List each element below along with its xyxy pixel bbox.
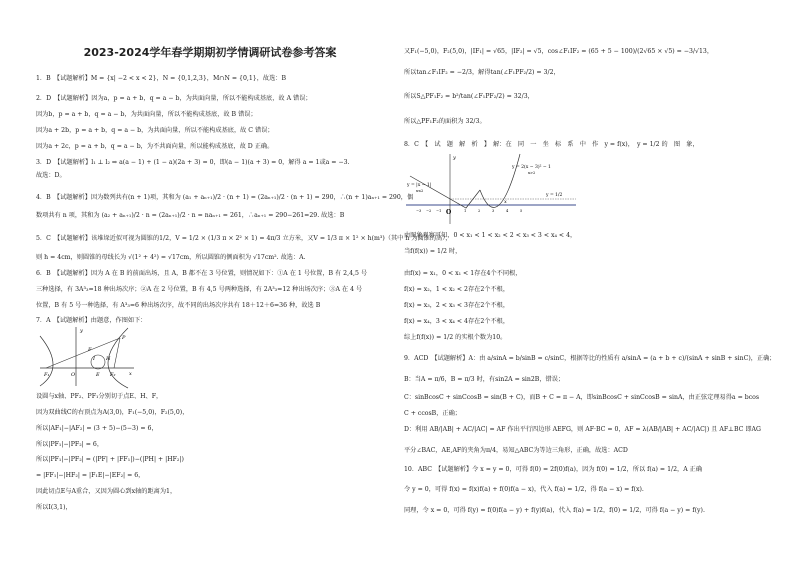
text-line: 因为a + 2c，p = a + b，q = a − b，为不共面向量，所以能构成基底，故 D 正确。 [36,143,274,150]
fig-label: x≤2 [416,189,424,193]
fig-label: x [504,199,507,205]
text-line: 4．B 【试题解析】因为数列共有(n + 1)项，其和为 (a₁ + aₙ₊₁)/2 · (n + 1) = (2aₙ₊₁)/2 · (n + 1) = 290，∴(n + 1)aₙ₊₁ = 290，偶 [36,194,414,201]
text-line: 所以|PF₁|−|PF₂| = 6， [36,441,104,448]
fig-label: y [453,155,456,161]
text-line: 由图象观察可知，0 < x₁ < 1 < x₂ < 2 < x₃ < 3 < x₄ < 4， [404,232,577,239]
text-line: 6．B 【试题解析】因为 A 在 B 的前面出场，且 A，B 都不在 3 号位置，则情况如下：①A 在 1 号位置，B 有 2,4,5 号 [36,270,368,277]
text-line: 8．C 【 试 题 解 析 】 解：在 同 一 坐 标 系 中 作 y = f(x)， y = 1/2 的 图 象， [404,141,699,148]
pf2-line [114,338,120,368]
fig-label: −2 [426,209,432,213]
text-line: 因为a + 2b，p = a + b，q = a − b，为共面向量，所以不能构成基底，故 C 错误； [36,127,274,134]
text-line: 7．A 【试题解析】由题意，作图如下： [36,317,147,324]
text-line: 因为b，p = a + b，q = a − b，为共面向量，所以不能构成基底，故 B 错误； [36,111,257,118]
text-line: 所以I(3,1)， [36,504,72,511]
text-line: 当f(f(x)) = 1/2 时， [404,248,462,255]
fig-label: y = 2(x − 3)² − 1 [512,165,551,170]
text-line: 所以△PF₁F₂的面积为 32/3。 [404,118,486,125]
text-line: D：利用 AB/|AB| + AC/|AC| = AF 作出平行四边形 AEFG，则 AF·BC = 0，AF = λ(AB/|AB| + AC/|AC|) 且 AF⊥BC 即AG [404,426,761,433]
text-line: B：当A = π/6，B = π/3 时，有sin2A = sin2B，错误； [404,376,565,383]
parabola-curve [480,154,520,207]
text-line: 设圆与x轴、PF₂、PF₁分别切于点E、H、F， [36,393,163,400]
text-line: 同理，令 x = 0，可得 f(y) = f(0)f(a − y) + f(y)f(a)，代入 f(a) = 1/2，f(0) = 1/2，可得 f(a − y) = f(y). [404,507,705,514]
text-line: 5．C 【试题解析】该堆垛近似可视为圆锥的1/2，V = 1/2 × (1/3 π × 2² × 1) = 4π/3 立方米，又V = 1/3 π × 1² × h(m³)（其中 h 为圆锥的高）， [36,235,452,242]
fig-label: y = 1/2 [546,193,563,198]
fig-label: 3 [492,209,495,213]
fig-label: E [96,372,100,378]
hyperbola-figure [36,324,136,390]
fig-label: F₂ [110,372,116,378]
left-branch [40,336,53,386]
text-line: f(x) = x₃，2 < x₃ < 3存在2个不根， [404,302,510,309]
fig-label: y [80,328,83,334]
text-line: 则 h = 4cm，则圆锥的母线长为 √(1² + 4²) = √17cm，所以圆锥的侧面积为 √17cm². 故选：A. [36,254,306,261]
fig-label: 1 [464,209,467,213]
text-line: 1．B 【试题解析】M = {x| −2 < x < 2}，N = {0,1,2,3}，M∩N = {0,1}，故选：B [36,75,287,82]
fig-label: 5 [520,209,523,213]
fig-label: I [93,356,95,362]
text-line: C + ccosB，正确； [404,410,461,417]
fig-label: −1 [436,209,442,213]
text-line: f(x) = x₂，1 < x₂ < 2存在2个不根， [404,286,510,293]
text-line: 故选：D。 [36,172,66,179]
text-line: 10．ABC 【试题解析】令 x = y = 0，可得 f(0) = 2f(0)f(a)，因为 f(0) = 1/2，所以 f(a) = 1/2，A 正确 [404,466,703,473]
fig-label: 2 [478,209,481,213]
fig-label: O [71,372,76,378]
text-line: 因为双曲线C的右顶点为A(3,0)，F₁(−5,0)，F₂(5,0)， [36,409,189,416]
function-graph-figure [404,150,579,226]
text-line: 三种选择，有 3A³₃=18 种出场次序；②A 在 2 号位置，B 有 4,5 号两种选择，有 2A³₃=12 种出场次序；③A 在 4 号 [36,286,363,293]
text-line: 9．ACD 【试题解析】A：由 a/sinA = b/sinB = c/sinC，根据等比的性质有 a/sinA = (a + b + c)/(sinA + sinB + sinC)，正确； [404,355,776,362]
fig-label: O [446,209,452,216]
fig-label: H [106,356,111,362]
fig-label: F [88,347,92,353]
text-line: 所以tan∠F₁IF₂ = −2/3，解得tan(∠F₁PF₂/2) = 3/2， [404,69,560,76]
text-line: = |FF₁|−|HF₂| = |F₁E|−|EF₂| = 6， [36,472,145,479]
text-line: 综上f(f(x)) = 1/2 的实根个数为10。 [404,334,507,341]
text-line: 平分∠BAC，AE,AF的夹角为π/4，易知△ABC为等边三角形，正确，故选：ACD [404,447,628,454]
fig-label: x [129,371,132,377]
text-line: 又F₁(−5,0)，F₂(5,0)，|IF₁| = √65，|IF₂| = √5，cos∠F₁IF₂ = (65 + 5 − 100)/(2√65 × √5) = −3/√13， [404,48,714,55]
text-line: 3．D 【试题解析】l₁ ⊥ l₂ ⇒ a(a − 1) + (1 − a)(2a + 3) = 0，即(a − 1)(a + 3) = 0，解得 a = 1或a = −3. [36,159,350,166]
text-line: 所以|PF₁|−|PF₂| = (|PF| + |FF₁|)−(|PH| + |HF₂|) [36,456,184,463]
text-line: 位置，B 有 5 号一种选择，有 A³₃=6 种出场次序，故不同的出场次序共有 18＋12＋6=36 种，故选 B [36,302,321,309]
fig-label: 4 [506,209,509,213]
fig-label: −3 [416,209,422,213]
text-line: f(x) = x₄，3 < x₄ < 4存在2个不根， [404,318,510,325]
fig-label: P [122,335,126,341]
text-line: 由f(x) = x₁，0 < x₁ < 1存在4个不同根， [404,270,522,277]
pf1-line [46,338,120,368]
fig-label: y = |x − 1| [407,183,432,188]
fig-label: x>2 [528,171,536,175]
fig-label: F₁ [44,372,50,378]
text-line: 2．D 【试题解析】因为a，p = a + b，q = a − b，为共面向量，所以不能构成基底，故 A 错误； [36,95,312,102]
text-line: C：sinBcosC + sinCcosB = sin(B + C)，而B + C = π − A，即sinBcosC + sinCcosB = sinA，由正弦定理易得a = bcos [404,394,760,401]
text-line: 所以|AF₁|−|AF₂| = (3 + 5)−(5−3) = 6， [36,425,158,432]
page-title: 2023-2024学年春学期期初学情调研试卷参考答案 [83,46,337,59]
text-line: 所以S△PF₁F₂ = b²/tan(∠F₁PF₂/2) = 32/3， [404,93,534,100]
text-line: 令 y = 0，可得 f(x) = f(x)f(a) + f(0)f(a − x)，代入 f(a) = 1/2，得 f(a − x) = f(x). [404,486,644,493]
text-line: 数项共有 n 项，其和为 (a₂ + aₙ₊₁)/2 · n = (2aₙ₊₁)/2 · n = naₙ₊₁ = 261，∴aₙ₊₁ = 290−261=29. 故选：B [36,212,345,219]
text-line: 因此切点E与A重合，又因为圆心到x轴的距离为1， [36,488,177,495]
